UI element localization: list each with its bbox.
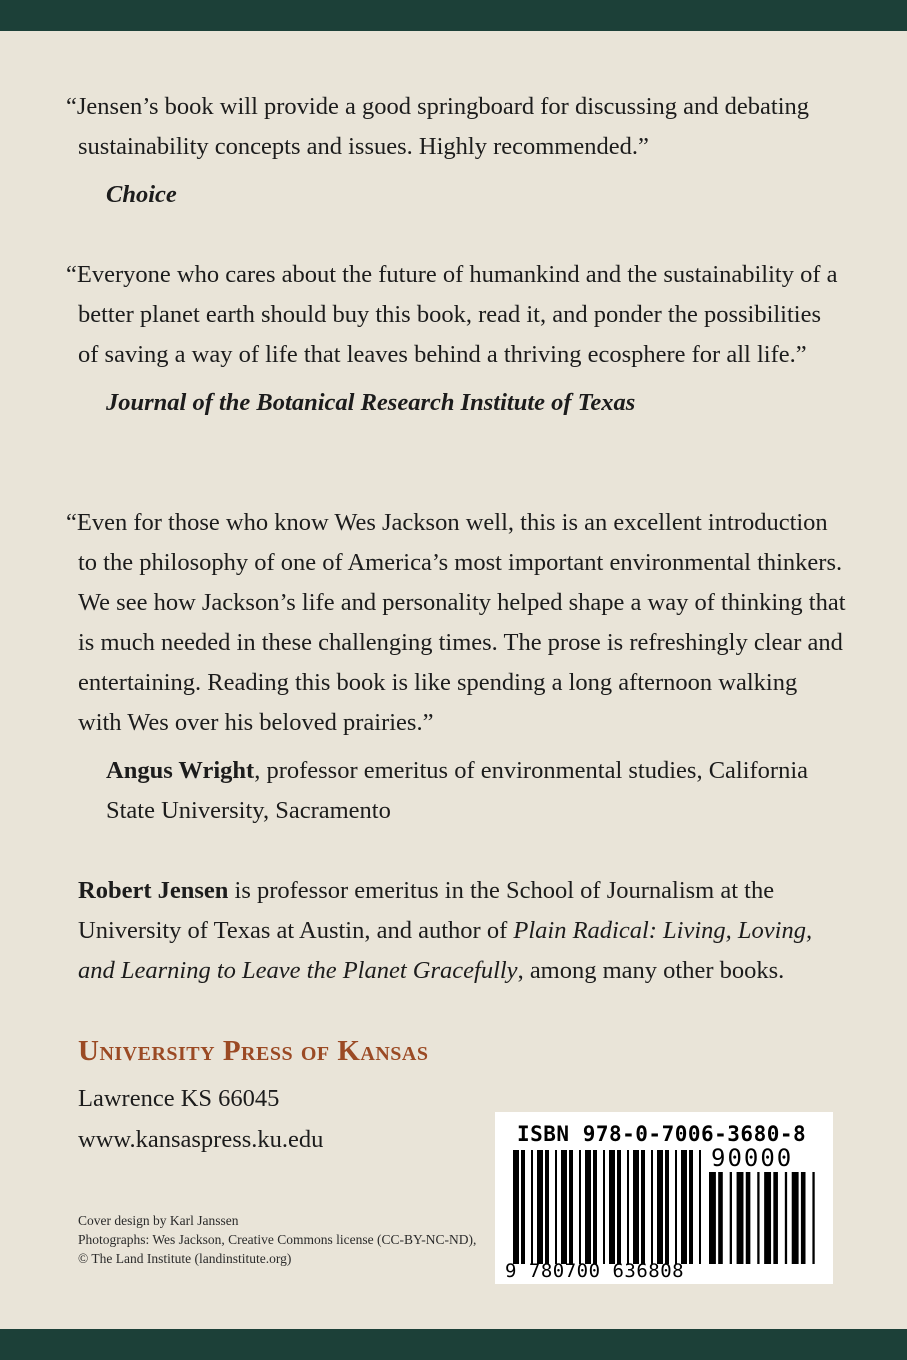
barcode-bar bbox=[773, 1172, 778, 1264]
quote-brit bbox=[66, 255, 846, 423]
barcode-bar bbox=[689, 1150, 693, 1264]
barcode-bar bbox=[561, 1150, 567, 1264]
barcode-bar bbox=[718, 1172, 723, 1264]
author-name: Robert Jensen bbox=[78, 877, 229, 904]
barcode-bar bbox=[603, 1150, 605, 1264]
credit-photos: Photographs: Wes Jackson, Creative Commons license (CC-BY-NC-ND), © The Land Institute (landinstitute.org) bbox=[78, 1232, 477, 1266]
barcode-bar bbox=[641, 1150, 645, 1264]
barcode-bar bbox=[609, 1150, 615, 1264]
barcode-bar bbox=[545, 1150, 549, 1264]
barcode-bar bbox=[651, 1150, 653, 1264]
top-band bbox=[0, 0, 907, 31]
barcode-bar bbox=[555, 1150, 557, 1264]
barcode-main-bars bbox=[513, 1150, 703, 1264]
barcode-bar bbox=[792, 1172, 799, 1264]
barcode-bar bbox=[537, 1150, 543, 1264]
barcode-bar bbox=[665, 1150, 669, 1264]
quote-text: “Everyone who cares about the future of humankind and the sustainability of a better planet earth should buy this book, read it, and ponder the possibilities of saving a way of life that leaves behind a thriving ecosphere for all life.” bbox=[66, 261, 838, 368]
barcode-bar bbox=[513, 1150, 519, 1264]
barcode-digits: 9 780700 636808 bbox=[505, 1260, 685, 1282]
barcode-bar bbox=[585, 1150, 591, 1264]
barcode-bar bbox=[521, 1150, 525, 1264]
book-title: Plain Radical: Living, Loving, and Learning to Leave the Planet Gracefully bbox=[78, 917, 813, 984]
publisher-address: Lawrence KS 66045 bbox=[78, 1085, 280, 1112]
bottom-band bbox=[0, 1329, 907, 1360]
barcode-bar bbox=[633, 1150, 639, 1264]
barcode-bar bbox=[801, 1172, 806, 1264]
barcode-bar bbox=[569, 1150, 573, 1264]
isbn-barcode bbox=[495, 1112, 833, 1284]
publisher-name: University Press of Kansas bbox=[78, 1035, 429, 1067]
barcode-bar bbox=[617, 1150, 621, 1264]
quote-source bbox=[106, 751, 846, 831]
barcode-addon-bars bbox=[709, 1172, 817, 1264]
barcode-bar bbox=[675, 1150, 677, 1264]
bio-text: is professor emeritus in the School of Journalism at the University of Texas at Austin, and author of bbox=[78, 877, 775, 944]
quote-wright bbox=[66, 503, 846, 831]
credit-design: Cover design by Karl Janssen bbox=[78, 1213, 239, 1228]
barcode-bar bbox=[531, 1150, 533, 1264]
barcode-bar bbox=[746, 1172, 751, 1264]
cover-credits bbox=[78, 1211, 478, 1268]
bio-text-end: , among many other books. bbox=[517, 957, 785, 984]
quote-source-title: , professor emeritus of environmental studies, California State University, Sacramento bbox=[106, 757, 809, 824]
isbn-label: ISBN 978-0-7006-3680-8 bbox=[517, 1122, 807, 1146]
quote-source: Journal of the Botanical Research Institute of Texas bbox=[106, 389, 636, 416]
barcode-bar bbox=[681, 1150, 687, 1264]
barcode-bar bbox=[737, 1172, 744, 1264]
publisher-website[interactable]: www.kansaspress.ku.edu bbox=[78, 1126, 324, 1153]
quote-choice bbox=[66, 87, 846, 215]
barcode-bar bbox=[627, 1150, 629, 1264]
barcode-bar bbox=[593, 1150, 597, 1264]
quote-text: “Even for those who know Wes Jackson well, this is an excellent introduction to the philosophy of one of America’s most important environmental thinkers. We see how Jackson’s life and personality helped shape a way of thinking that is much needed in these challenging times. The prose is refreshingly clear and entertaining. Reading this book is like spending a long afternoon walking with Wes over his beloved prairies.” bbox=[66, 509, 846, 736]
author-bio bbox=[78, 871, 838, 991]
barcode-bar bbox=[579, 1150, 581, 1264]
barcode-bar bbox=[757, 1172, 759, 1264]
barcode-bar bbox=[699, 1150, 701, 1264]
quote-source-name: Angus Wright bbox=[106, 757, 255, 784]
quote-source: Choice bbox=[106, 181, 177, 208]
quote-text: “Jensen’s book will provide a good springboard for discussing and debating sustainability concepts and issues. Highly recommended.” bbox=[66, 93, 810, 160]
barcode-bar bbox=[657, 1150, 663, 1264]
barcode-bar bbox=[785, 1172, 787, 1264]
barcode-bar bbox=[812, 1172, 814, 1264]
barcode-bar bbox=[764, 1172, 771, 1264]
barcode-bar bbox=[709, 1172, 716, 1264]
barcode-bar bbox=[730, 1172, 732, 1264]
price-code: 90000 bbox=[711, 1144, 794, 1172]
